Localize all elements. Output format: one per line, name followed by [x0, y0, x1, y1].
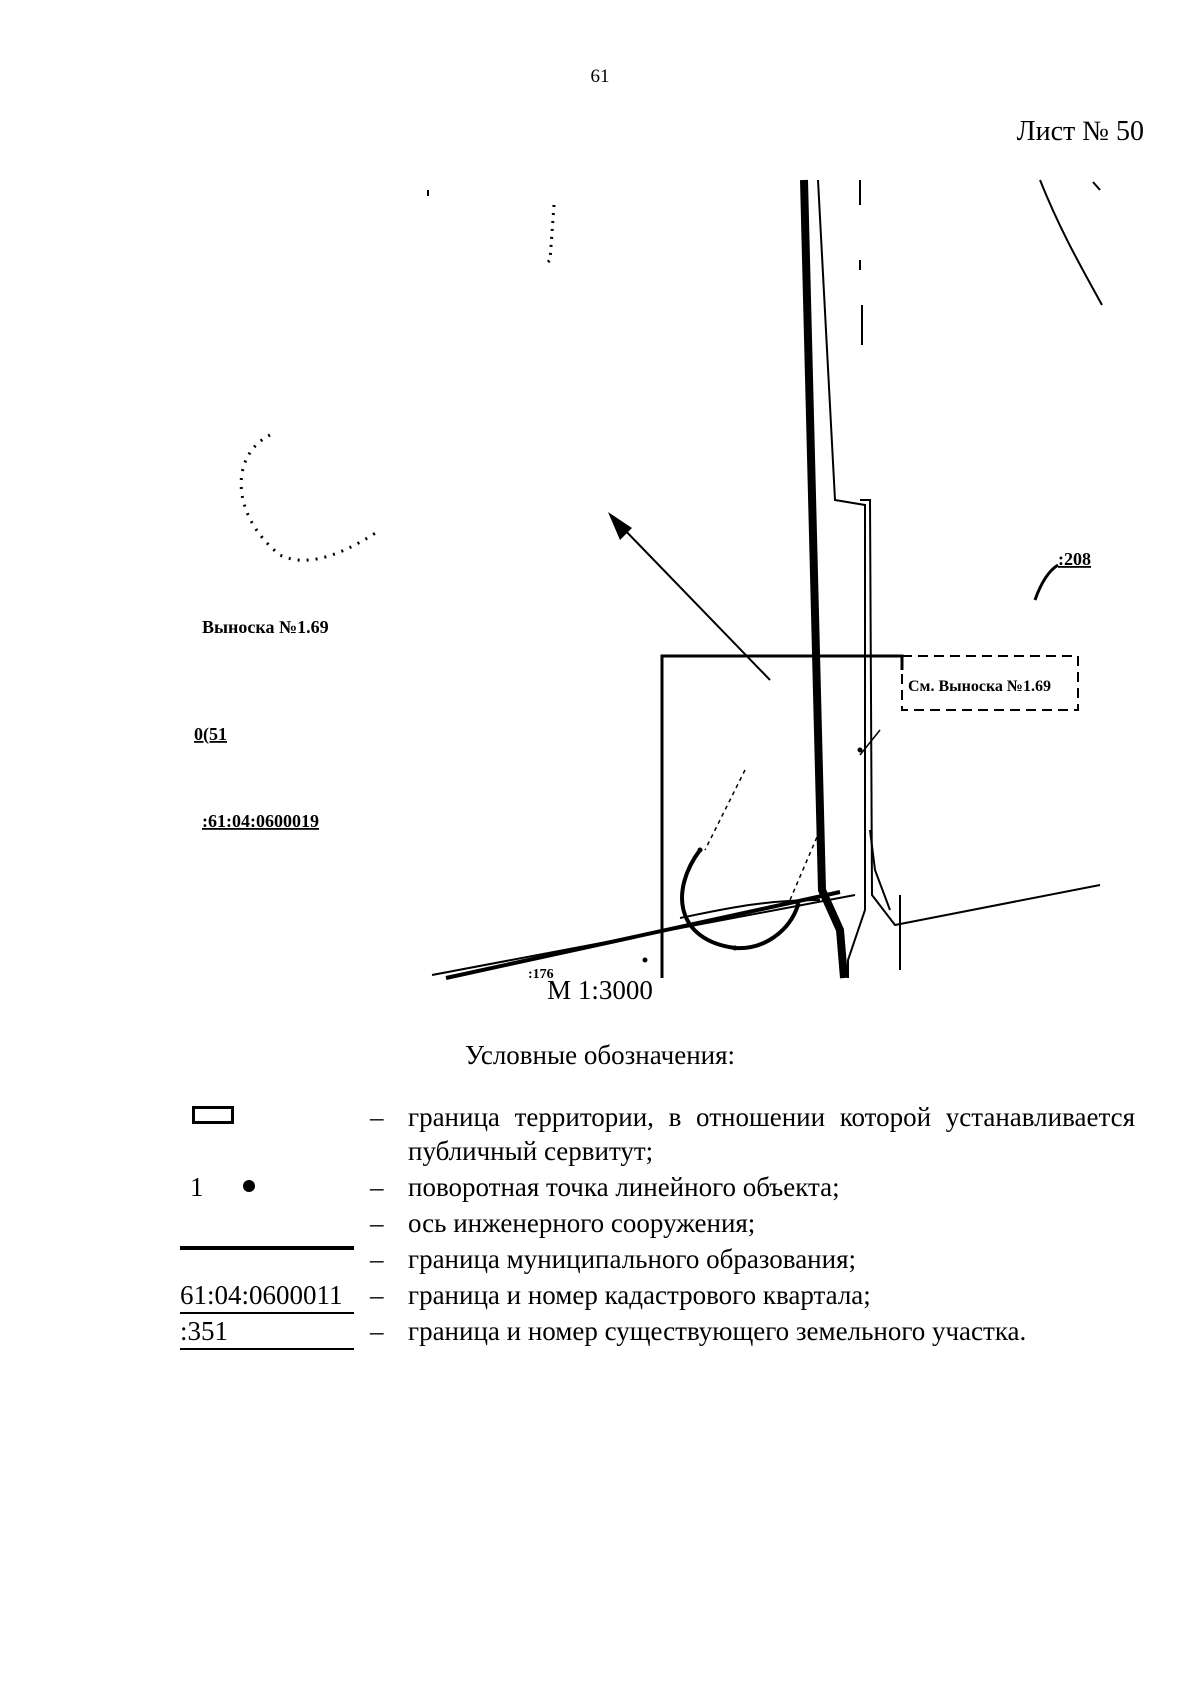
- thick-line-symbol: [180, 1246, 354, 1250]
- legend-text-servitude: граница территории, в отношении которой устанавливается публичный сервитут;: [408, 1102, 1135, 1166]
- dotted-arc: [241, 435, 380, 560]
- callout-label-left: Выноска №1.69: [202, 617, 329, 637]
- sheet-title: Лист № 50: [1016, 116, 1144, 147]
- kadastr-label-left: :61:04:0600019: [202, 811, 319, 831]
- arrow-head: [608, 512, 632, 540]
- legend-row-turning-point: [180, 1170, 1135, 1204]
- legend-symbol-axis: [180, 1206, 360, 1240]
- map-drawing: [194, 170, 1120, 982]
- legend-dash: –: [370, 1244, 384, 1274]
- map-scale: М 1:3000: [547, 975, 653, 1005]
- parcel-label-left: 0(51: [194, 724, 227, 744]
- road-lower-2: [446, 892, 840, 978]
- road-edge-2: [870, 830, 890, 910]
- point-dot-icon: [243, 1180, 255, 1192]
- turning-point: [858, 748, 863, 753]
- dashed-line-2: [790, 830, 820, 900]
- tick-upper-right: [1093, 182, 1100, 190]
- legend-row-kadastr: [180, 1278, 1135, 1312]
- dotted-mark-top: [545, 205, 554, 265]
- pointer-208: [1035, 565, 1058, 600]
- turning-point: [698, 848, 703, 853]
- callout-label-right: См. Выноска №1.69: [908, 678, 1051, 695]
- legend-row-parcel: [180, 1314, 1135, 1348]
- legend-text-kadastr: граница и номер кадастрового квартала;: [408, 1280, 871, 1310]
- legend-dash: –: [370, 1102, 384, 1132]
- legend-text-turning-point: поворотная точка линейного объекта;: [408, 1172, 840, 1202]
- legend-text-axis: ось инженерного сооружения;: [408, 1208, 756, 1238]
- page-number: 61: [590, 66, 610, 87]
- legend-symbol-parcel: [180, 1314, 360, 1348]
- rectangle-symbol: [192, 1106, 234, 1124]
- legend-symbol-turning-point: [180, 1170, 360, 1204]
- legend-dash: –: [370, 1316, 384, 1346]
- legend-text-municipal: граница муниципального образования;: [408, 1244, 857, 1274]
- turning-point: [796, 903, 801, 908]
- legend-title: Условные обозначения:: [464, 1040, 736, 1070]
- legend-symbol-servitude: [180, 1100, 360, 1134]
- dashed-line-3: [860, 730, 880, 755]
- legend-symbol-kadastr: [180, 1278, 360, 1312]
- turning-point: [643, 958, 648, 963]
- parcel-label-right: :208: [1058, 549, 1091, 569]
- legend-text-parcel: граница и номер существующего земельного участка.: [408, 1316, 1027, 1346]
- legend-dash: –: [370, 1172, 384, 1202]
- turning-point: [733, 946, 738, 951]
- legend-dash: –: [370, 1208, 384, 1238]
- kadastr-number-symbol: 61:04:0600011: [180, 1278, 354, 1314]
- point-number: 1: [190, 1172, 204, 1202]
- legend-symbol-municipal: [180, 1242, 360, 1276]
- parcel-number-symbol: :351: [180, 1314, 354, 1350]
- legend-row-axis: [180, 1206, 1135, 1240]
- turning-curve: [682, 850, 798, 948]
- map-svg: [194, 170, 1120, 982]
- legend-row-municipal: [180, 1242, 1135, 1276]
- parcel-label-bottom: :176: [528, 967, 554, 982]
- legend: [180, 1100, 1135, 1350]
- legend-row-servitude: [180, 1100, 1135, 1168]
- legend-dash: –: [370, 1280, 384, 1310]
- dashed-line-1: [705, 770, 745, 850]
- curve-upper-right: [1040, 180, 1102, 305]
